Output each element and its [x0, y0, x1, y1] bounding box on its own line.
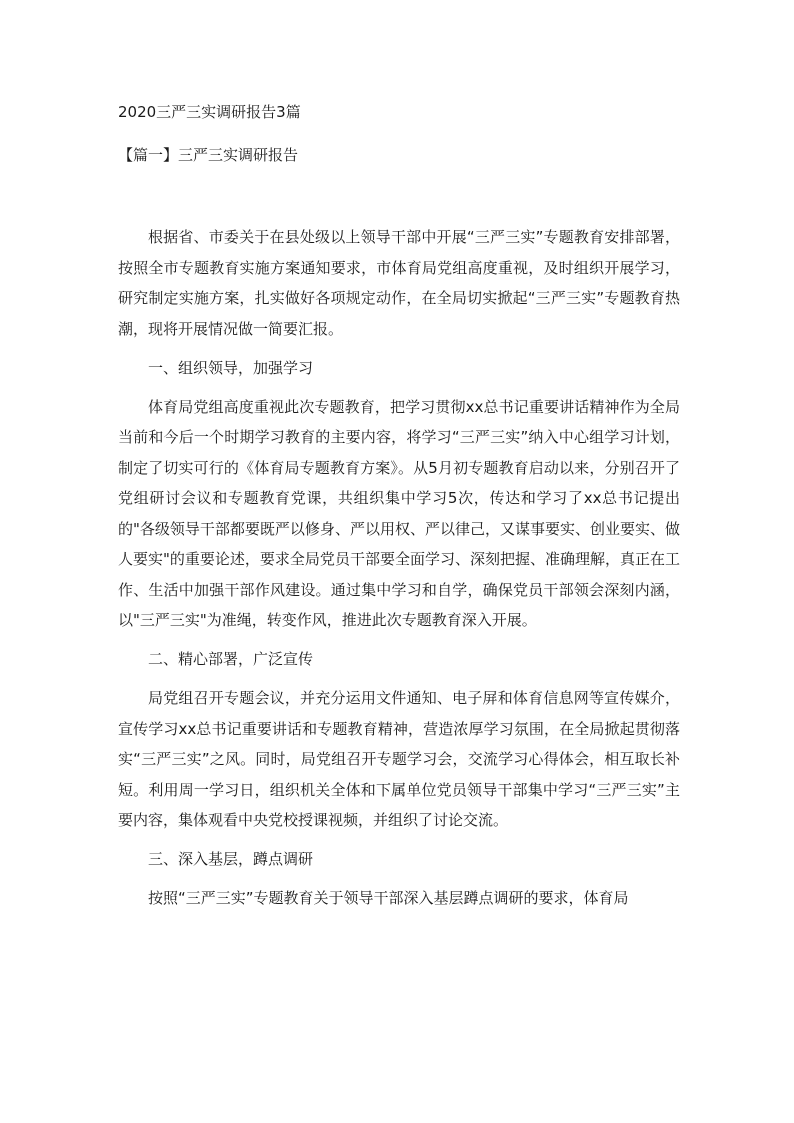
paragraph-1: 体育局党组高度重视此次专题教育，把学习贯彻xx总书记重要讲话精神作为全局当前和今后一个时期学习教育的主要内容，将学习“三严三实”纳入中心组学习计划，制定了切实可行的《体育局专题教育方案》。从5月初专题教育启动以来，分别召开了党组研讨会议和专题教育党课，共组织集中学习5次，传达和学习了xx总书记提出的"各级领导干部都要既严以修身、严以用权、严以律己，又谋事要实、创业要实、做人要实"的重要论述，要求全局党员干部要全面学习、深刻把握、准确理解，真正在工作、生活中加强干部作风建设。通过集中学习和自学，确保党员干部领会深刻内涵，以"三严三实"为准绳，转变作风，推进此次专题教育深入开展。: [118, 397, 680, 629]
paragraph-2: 局党组召开专题会议，并充分运用文件通知、电子屏和体育信息网等宣传媒介，宣传学习xx总书记重要讲话和专题教育精神，营造浓厚学习氛围，在全局掀起贯彻落实“三严三实”之风。同时，局党组召开专题学习会，交流学习心得体会，相互取长补短。利用周一学习日，组织机关全体和下属单位党员领导干部集中学习“三严三实”主要内容，集体观看中央党校授课视频，并组织了讨论交流。: [118, 689, 680, 829]
subheading-3: 三、深入基层，蹲点调研: [148, 850, 314, 868]
subheading-2: 二、精心部署，广泛宣传: [148, 650, 314, 668]
document-body: [118, 222, 680, 922]
document-title: 2020三严三实调研报告3篇: [118, 103, 301, 121]
subheading-1: 一、组织领导，加强学习: [148, 358, 314, 377]
intro-paragraph: 根据省、市委关于在县处级以上领导干部中开展“三严三实”专题教育安排部署，按照全市专题教育实施方案通知要求，市体育局党组高度重视，及时组织开展学习，研究制定实施方案，扎实做好各项规定动作，在全局切实掀起“三严三实”专题教育热潮，现将开展情况做一简要汇报。: [118, 228, 680, 338]
paragraph-3: 按照“三严三实”专题教育关于领导干部深入基层蹲点调研的要求，体育局: [148, 889, 629, 907]
section-title: 【篇一】三严三实调研报告: [118, 146, 299, 164]
